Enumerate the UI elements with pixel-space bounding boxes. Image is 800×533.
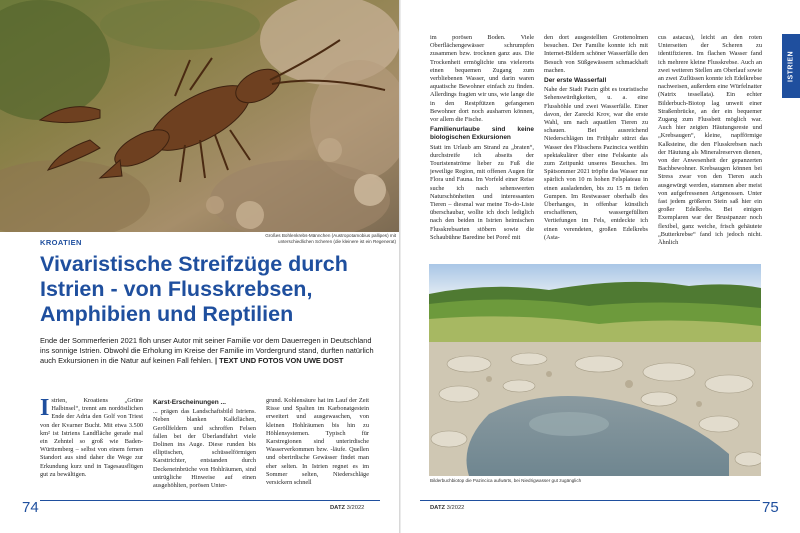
col2-heading: Karst-Erscheinungen ... xyxy=(153,399,226,406)
left-column-3 xyxy=(266,397,369,492)
caption-line-2: unterschiedlichen Scheren (die kleinere ist ein Regenerat) xyxy=(278,239,396,244)
right-column-2 xyxy=(544,34,648,256)
right-column-3 xyxy=(658,34,762,256)
issue-number: 3/2022 xyxy=(446,505,465,511)
crayfish-photo xyxy=(0,0,399,232)
page-number-left: 74 xyxy=(22,499,39,516)
right-column-1 xyxy=(430,34,534,256)
col2-text-a: den dort ausgestellten Grottenolmen besuchen. Der Familie konnte ich mit Internet-Bildern schöner Wasserfälle den Besuch von Süßgewässern schmackhaft machen. xyxy=(544,34,648,74)
side-tab-label: ISTRIEN xyxy=(787,50,795,82)
col3-text: grund. Kohlensäure hat im Lauf der Zeit Risse und Spalten im Karbonatgestein erweitert und ausgewaschen, von kleinen Hohlräumen bis hin zu Höhlensystemen. Typisch für Karstregionen sind unterirdische Wasserverkommen bzw. -läufe. Quellen und oberirdische Gewässer findet man eher selten. In Istrien regnet es im Sommer selten, Niederschläge versickern schnell xyxy=(266,397,369,487)
photo-caption-left xyxy=(218,233,396,245)
byline: | TEXT UND FOTOS VON UWE DOST xyxy=(215,355,344,365)
crayfish-image xyxy=(0,0,399,232)
side-tab-right xyxy=(782,34,800,98)
caption-line-1: Großes Bohlenkrebs-Männchen (Austropotamobius pallipes) mit xyxy=(265,233,396,238)
col1-text-a: im porösen Boden. Viele Oberflächengewässer schrumpfen zusammen bzw. trocknen ganz aus. Die Trockenheit ermöglichte uns vielerorts einen bequemen Zugang zum verbliebenen Wasser, und darin waren aquatische Bewohner einfach zu finden. Allerdings fragten wir uns, wie lange die in den Restpfützen gefangenen Bewohner dort noch ausharren können, vor allem die Fische. xyxy=(430,34,534,124)
magazine-name: DATZ xyxy=(430,505,446,511)
riverbed-image xyxy=(429,264,761,476)
article-intro xyxy=(40,336,380,366)
footer-magazine-right xyxy=(430,505,464,511)
left-column-1 xyxy=(40,397,143,492)
footer-magazine-left xyxy=(330,505,364,511)
col2-text-b: Nahe der Stadt Pazin gibt es touristische Sehenswürdigkeiten, u. a. eine Flusshöhle und zwei Wasserfälle. Einer davon, der Zarecki Krov, war die erste Wahl, um nach aquatilen Tieren zu schauen. Bei ausreichend Niederschlägen im Frühjahr stürzt das Wasser des Flüsschens Pazincica weithin spektakulärer über eine Felskante als zum Zeitpunkt unseres Besuches. Im Spätsommer 2021 tröpfte das Wasser nur spärlich von 10 m hohen Felsplateau in einen ausladenden, bis zu 15 m tiefen Gumpen. Im Restwasser oberhalb des Überhanges, in offenbar künstlich erschaffenen, wassergefüllten Vertiefungen im Fels, entdeckte ich einen verendeten, großen Edelkrebs (Asta- xyxy=(544,86,648,241)
footer-rule-left xyxy=(40,500,380,501)
issue-number: 3/2022 xyxy=(346,505,365,511)
article-headline: Vivaristische Streifzüge durch Istrien - von Flusskrebsen, Amphibien und Reptilien xyxy=(40,252,348,326)
magazine-name: DATZ xyxy=(330,505,346,511)
col3-text: cus astacus), leicht an den roten Unterseiten der Scheren zu identifizieren. Im flachen Wasser fand ich mehrere kleine Flusskrebse. Auch an zwei weiteren Stellen am Oberlauf sowie an zwei Zuflüssen konnte ich Edelkrebse nachweisen, außerdem eine Würfelnatter (Natrix tessellata). Ein echter Bilderbuch-Biotop lag unweit einer Straßenbrücke, an der ein bequemer Zugang zum Flussbett möglich war. Auch hier zeigten Häutungsreste und „Krebsaugen“, kleine, napfförmige Kalksteine, die den Flusskrebsen nach der Häutung als Mineralreserven dienen, von der Anwesenheit der gepanzerten Bachbewohner. Krebsaugen können bei Stress zwar von den Tieren auch ausgewürgt werden, stammen aber meist von aufgefressenen Artgenossen. Unter fast jedem größeren Stein saß hier ein großer Edelkrebs. Bei einigen Exemplaren war der Brustpanzer noch flexibel, ganz weiche, frisch gehäutete „Butterkrebse“ fand ich jedoch nicht. Ähnlich xyxy=(658,34,762,247)
col1-text: strien, Kroatiens „Grüne Halbinsel“, trennt am nordöstlichen Ende der Adria den Golf von Triest von der Kvarner Bucht. Mit etwa 3.500 km² ist Istriens Landfläche gerade mal ein Zehntel so groß wie Baden-Württemberg – selbst von einem fernen Standort aus sind daher die Wege zur Erkundung kurz und in Tagesausflügen gut zu bewältigen. xyxy=(40,397,143,478)
drop-cap: I xyxy=(40,397,50,421)
riverbed-photo xyxy=(429,264,761,476)
page-number-right: 75 xyxy=(762,499,779,516)
col1-text-b: Statt im Urlaub am Strand zu „braten“, durchstreife ich abseits der Touristenströme lieber zu Fuß die jeweilige Region, mit offenen Augen für Flora und Fauna. Im Vorfeld einer Reise suche ich nach sehenswerten Naturschönheiten und interessanten Tieren – diesmal war meine To-do-Liste überschaubar, wollte ich doch lediglich nach den beiden in Istrien heimischen Flusskrebsarten stöbern sowie die Schaubühne Baredine bei Poreč mit xyxy=(430,143,534,241)
section-label: KROATIEN xyxy=(40,238,82,247)
photo-caption-right: Bilderbuchbiotop die Pazincica aufwärts, bei Niedrigwasser gut zugänglich xyxy=(430,478,582,483)
page-gutter xyxy=(399,0,401,533)
col2-text: ... prägen das Landschaftsbild Istriens. Neben blanken Kalkflächen, Geröllfeldern und schroffen Felsen fallen bei der Überlandfahrt viele Dolinen ins Auge. Diese runden bis elliptischen, schüsselförmigen Karsttrichter, entstanden durch Deckeneinbrüche von Hohlräumen, sind untrügliche Hinweise auf einen ausgehöhlten, porösen Unter- xyxy=(153,408,256,490)
intro-text: Ende der Sommerferien 2021 floh unser Autor mit seiner Familie vor dem Dauerregen in Deutschland ins sonnige Istrien. Obwohl die Erholung im Kreise der Familie im Vordergrund stand, durften natürlich auch Exkursionen in die Natur auf keinen Fall fehlen. xyxy=(40,336,374,365)
col1-heading: Familienurlaube sind keine biologischen Exkursionen xyxy=(430,126,534,142)
footer-rule-right xyxy=(420,500,760,501)
col2-heading: Der erste Wasserfall xyxy=(544,77,607,85)
left-column-2 xyxy=(153,397,256,492)
